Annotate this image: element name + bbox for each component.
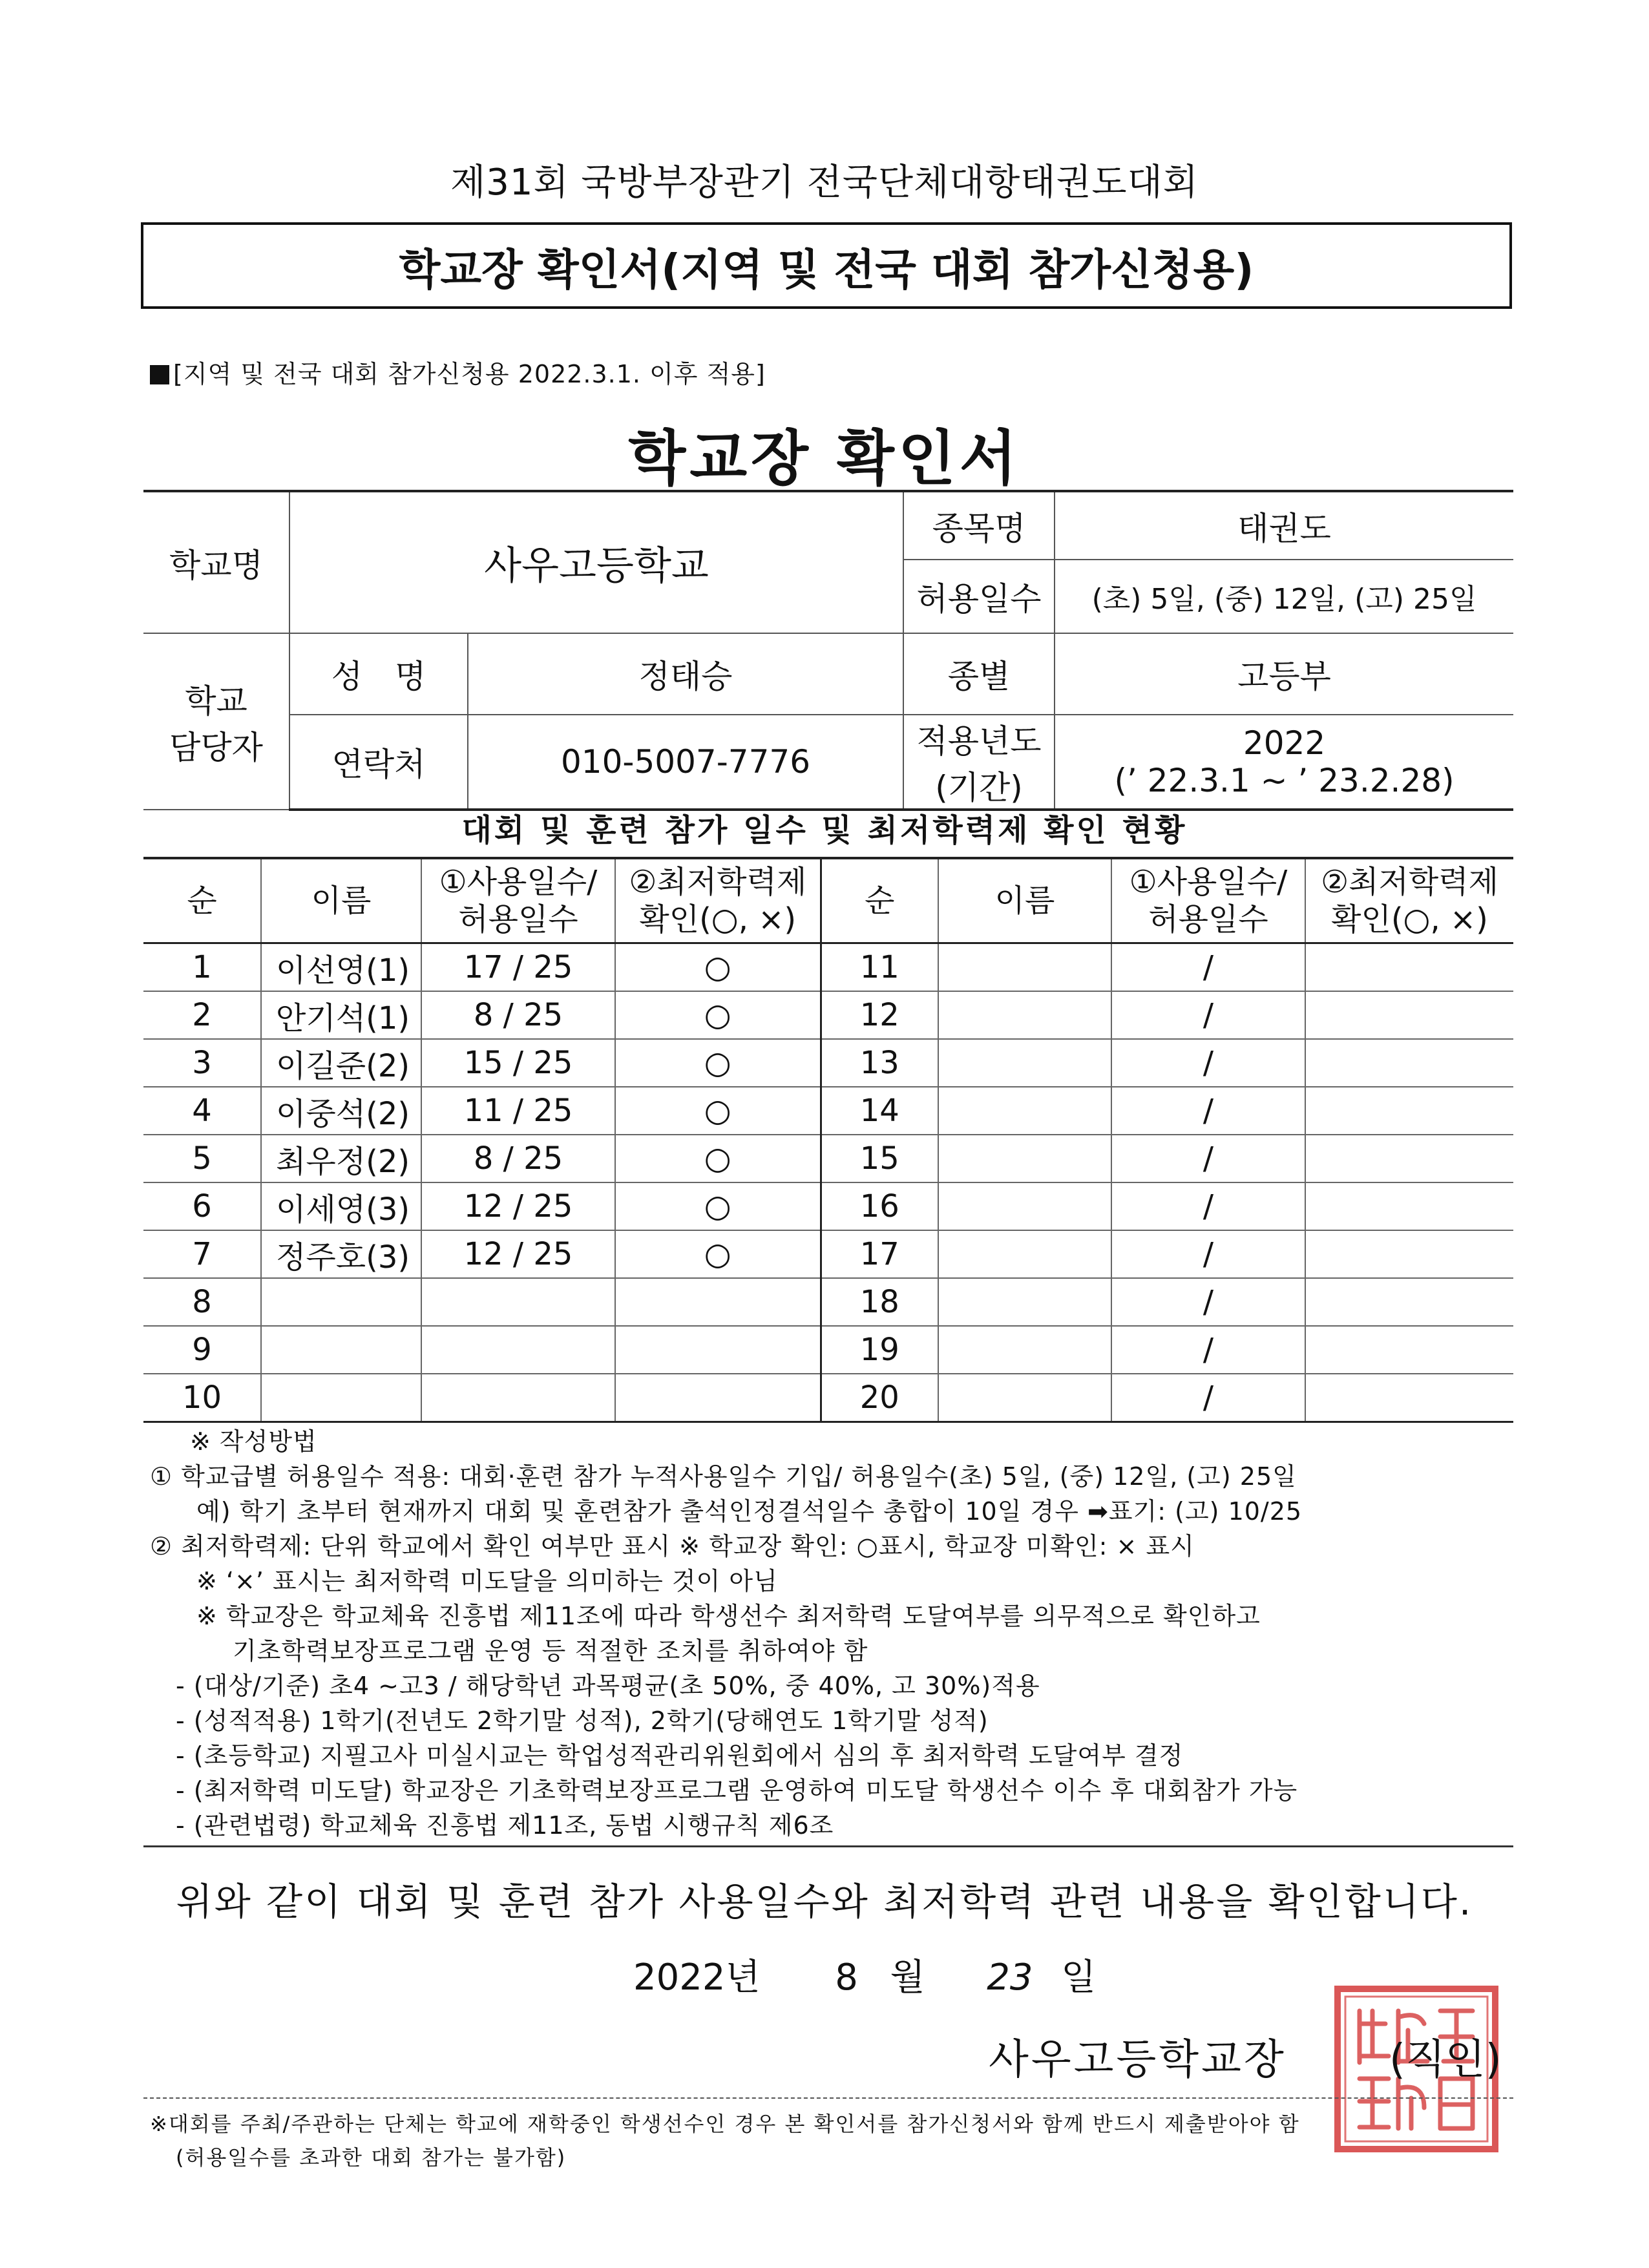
- manager-label-line1: 학교: [185, 682, 247, 720]
- row-check: ○: [615, 1087, 821, 1135]
- table-row: [143, 1374, 1513, 1422]
- header-days-left: [421, 858, 615, 943]
- row-check: ○: [615, 1182, 821, 1230]
- school-principal-title: 사우고등학교장: [989, 2036, 1287, 2084]
- row-no: 9: [143, 1326, 261, 1374]
- allowed-days-value: (초) 5일, (중) 12일, (고) 25일: [1055, 560, 1513, 633]
- instructions-heading: ※ 작성방법: [190, 1427, 317, 1456]
- row-no: 20: [821, 1374, 938, 1422]
- row-name: [938, 1230, 1111, 1278]
- row-days: /: [1111, 1135, 1305, 1182]
- instruction-dash-5: - (관련법령) 학교체육 진흥법 제11조, 동법 시행규칙 제6조: [176, 1811, 834, 1840]
- table-row: [143, 1135, 1513, 1182]
- row-name: 안기석(1): [261, 991, 421, 1039]
- row-days: 12 / 25: [421, 1182, 615, 1230]
- school-name-label: 학교명: [143, 491, 289, 633]
- school-info-table: [143, 490, 1513, 811]
- divider: [143, 1845, 1513, 1847]
- instruction-item-1: ① 학교급별 허용일수 적용: 대회·훈련 참가 누적사용일수 기입/ 허용일수(초) 5일, (중) 12일, (고) 25일: [150, 1462, 1297, 1491]
- row-check: ○: [615, 1135, 821, 1182]
- date-month-label: 월: [890, 1957, 925, 1999]
- row-no: 10: [143, 1374, 261, 1422]
- row-name: [938, 1374, 1111, 1422]
- row-name: 이길준(2): [261, 1039, 421, 1087]
- row-no: 6: [143, 1182, 261, 1230]
- footer-note-2: (허용일수를 초과한 대회 참가는 불가함): [176, 2145, 567, 2170]
- date-day: 23: [987, 1957, 1033, 1999]
- row-no: 3: [143, 1039, 261, 1087]
- table-row: [143, 1182, 1513, 1230]
- row-days: 17 / 25: [421, 943, 615, 992]
- applies-note-text: [지역 및 전국 대회 참가신청용 2022.3.1. 이후 적용]: [173, 360, 766, 388]
- row-check: [1305, 943, 1513, 992]
- header-no-left: 순: [143, 858, 261, 943]
- header-days-right: [1111, 858, 1305, 943]
- year-value-line2: (’ 22.3.1 ~ ’ 23.2.28): [1114, 762, 1455, 799]
- header-days-right-l1: ①사용일수/: [1129, 864, 1288, 900]
- header-no-right: 순: [821, 858, 938, 943]
- row-days: 11 / 25: [421, 1087, 615, 1135]
- row-check: [1305, 1326, 1513, 1374]
- row-name: [261, 1374, 421, 1422]
- row-check: ○: [615, 943, 821, 992]
- header-name-right: 이름: [938, 858, 1111, 943]
- header-days-left-l1: ①사용일수/: [439, 864, 598, 900]
- instruction-dash-3: - (초등학교) 지필고사 미실시교는 학업성적관리위원회에서 심의 후 최저학력 도달여부 결정: [176, 1741, 1184, 1770]
- row-days: 15 / 25: [421, 1039, 615, 1087]
- confirmation-statement: 위와 같이 대회 및 훈련 참가 사용일수와 최저학력 관련 내용을 확인합니다.: [176, 1880, 1473, 1924]
- instruction-dash-1: - (대상/기준) 초4 ~고3 / 해당학년 과목평균(초 50%, 중 40%, 고 30%)적용: [176, 1672, 1040, 1700]
- row-check: [615, 1278, 821, 1326]
- instruction-dash-4: - (최저학력 미도달) 학교장은 기초학력보장프로그램 운영하여 미도달 학생선수 이수 후 대회참가 가능: [176, 1776, 1298, 1805]
- date-year: 2022년: [633, 1957, 761, 1999]
- row-name: [261, 1326, 421, 1374]
- division-value: 고등부: [1055, 633, 1513, 715]
- row-no: 17: [821, 1230, 938, 1278]
- row-check: [1305, 1278, 1513, 1326]
- header-name-left: 이름: [261, 858, 421, 943]
- table-row: [143, 1039, 1513, 1087]
- row-no: 18: [821, 1278, 938, 1326]
- row-no: 8: [143, 1278, 261, 1326]
- row-name: [938, 943, 1111, 992]
- applies-note: [150, 354, 766, 390]
- row-name: [261, 1278, 421, 1326]
- seal-label: (직인): [1389, 2036, 1502, 2084]
- school-name-value: 사우고등학교: [289, 491, 903, 633]
- row-name: [938, 1135, 1111, 1182]
- table-row: [143, 1278, 1513, 1326]
- date-line: [633, 1949, 1096, 2000]
- row-no: 11: [821, 943, 938, 992]
- row-days: /: [1111, 1230, 1305, 1278]
- header-check-left: [615, 858, 821, 943]
- table-row: [143, 991, 1513, 1039]
- participation-status-table: [143, 857, 1513, 1423]
- year-label-line2: (기간): [935, 769, 1023, 806]
- row-name: [938, 991, 1111, 1039]
- row-days: [421, 1374, 615, 1422]
- row-no: 5: [143, 1135, 261, 1182]
- form-title-box: [141, 222, 1512, 309]
- divider: [143, 2097, 1513, 2099]
- row-no: 1: [143, 943, 261, 992]
- header-check-left-l1: ②최저학력제: [629, 864, 807, 900]
- row-no: 15: [821, 1135, 938, 1182]
- date-day-label: 일: [1061, 1957, 1097, 1999]
- row-days: 8 / 25: [421, 991, 615, 1039]
- black-square-icon: [150, 365, 169, 384]
- row-check: ○: [615, 1230, 821, 1278]
- footer-note: ※대회를 주최/주관하는 단체는 학교에 재학중인 학생선수인 경우 본 확인서를 참가신청서와 함께 반드시 제출받아야 함: [150, 2112, 1300, 2136]
- header-days-left-l2: 허용일수: [458, 901, 578, 938]
- row-check: [1305, 1039, 1513, 1087]
- division-label: 종별: [903, 633, 1055, 715]
- instruction-item-2-note-2: ※ 학교장은 학교체육 진흥법 제11조에 따라 학생선수 최저학력 도달여부를 의무적으로 확인하고: [196, 1602, 1261, 1630]
- document-title: 학교장 확인서: [628, 424, 1021, 493]
- row-check: ○: [615, 1039, 821, 1087]
- status-title: 대회 및 훈련 참가 일수 및 최저학력제 확인 현황: [461, 812, 1188, 848]
- manager-label: [143, 633, 289, 810]
- instruction-item-2: ② 최저학력제: 단위 학교에서 확인 여부만 표시 ※ 학교장 확인: ○표시, 학교장 미확인: × 표시: [150, 1532, 1195, 1560]
- year-label: [903, 715, 1055, 810]
- row-name: 최우정(2): [261, 1135, 421, 1182]
- name-label: 성 명: [289, 633, 468, 715]
- year-label-line1: 적용년도: [916, 722, 1042, 760]
- row-days: [421, 1278, 615, 1326]
- name-value: 정태승: [468, 633, 903, 715]
- row-no: 2: [143, 991, 261, 1039]
- contact-value: 010-5007-7776: [468, 715, 903, 810]
- row-name: 이선영(1): [261, 943, 421, 992]
- header-check-right-l2: 확인(○, ×): [1331, 901, 1488, 938]
- instruction-item-1-example: 예) 학기 초부터 현재까지 대회 및 훈련참가 출석인정결석일수 총합이 10일 경우 ➡표기: (고) 10/25: [196, 1497, 1303, 1526]
- date-month: 8: [835, 1957, 858, 1999]
- row-no: 13: [821, 1039, 938, 1087]
- row-days: 12 / 25: [421, 1230, 615, 1278]
- year-value-line1: 2022: [1243, 724, 1326, 762]
- instructions: [150, 1424, 1520, 1843]
- row-no: 19: [821, 1326, 938, 1374]
- row-check: [1305, 1182, 1513, 1230]
- row-check: [615, 1374, 821, 1422]
- header-days-right-l2: 허용일수: [1148, 901, 1268, 938]
- row-check: [1305, 991, 1513, 1039]
- row-days: /: [1111, 1278, 1305, 1326]
- row-check: ○: [615, 991, 821, 1039]
- allowed-days-label: 허용일수: [903, 560, 1055, 633]
- row-days: /: [1111, 943, 1305, 992]
- sport-label: 종목명: [903, 491, 1055, 560]
- year-value: [1055, 715, 1513, 810]
- instruction-item-2-note-1: ※ ‘×’ 표시는 최저학력 미도달을 의미하는 것이 아님: [196, 1567, 778, 1595]
- instruction-dash-2: - (성적적용) 1학기(전년도 2학기말 성적), 2학기(당해연도 1학기말 성적): [176, 1706, 989, 1735]
- row-days: /: [1111, 1326, 1305, 1374]
- table-row: [143, 943, 1513, 992]
- row-days: [421, 1326, 615, 1374]
- header-check-left-l2: 확인(○, ×): [639, 901, 797, 938]
- row-name: [938, 1182, 1111, 1230]
- row-name: [938, 1087, 1111, 1135]
- row-check: [1305, 1374, 1513, 1422]
- header-check-right-l1: ②최저학력제: [1321, 864, 1498, 900]
- row-check: [615, 1326, 821, 1374]
- row-days: /: [1111, 1182, 1305, 1230]
- table-row: [143, 1326, 1513, 1374]
- row-days: /: [1111, 1374, 1305, 1422]
- contact-label: 연락처: [289, 715, 468, 810]
- row-name: [938, 1326, 1111, 1374]
- row-name: 이세영(3): [261, 1182, 421, 1230]
- row-days: /: [1111, 1087, 1305, 1135]
- manager-label-line2: 담당자: [169, 728, 263, 766]
- row-days: /: [1111, 1039, 1305, 1087]
- row-no: 4: [143, 1087, 261, 1135]
- sport-value: 태권도: [1055, 491, 1513, 560]
- row-days: 8 / 25: [421, 1135, 615, 1182]
- row-no: 7: [143, 1230, 261, 1278]
- table-row: [143, 1087, 1513, 1135]
- row-no: 12: [821, 991, 938, 1039]
- header-check-right: [1305, 858, 1513, 943]
- form-title: 학교장 확인서(지역 및 전국 대회 참가신청용): [399, 244, 1254, 295]
- row-check: [1305, 1230, 1513, 1278]
- table-row: [143, 1230, 1513, 1278]
- instruction-item-2-note-3: 기초학력보장프로그램 운영 등 적절한 조치를 취하여야 함: [233, 1637, 868, 1665]
- row-no: 14: [821, 1087, 938, 1135]
- row-name: [938, 1039, 1111, 1087]
- row-days: /: [1111, 991, 1305, 1039]
- row-name: [938, 1278, 1111, 1326]
- row-name: 정주호(3): [261, 1230, 421, 1278]
- row-check: [1305, 1087, 1513, 1135]
- row-name: 이중석(2): [261, 1087, 421, 1135]
- event-title: 제31회 국방부장관기 전국단체대항태권도대회: [450, 162, 1199, 204]
- row-no: 16: [821, 1182, 938, 1230]
- row-check: [1305, 1135, 1513, 1182]
